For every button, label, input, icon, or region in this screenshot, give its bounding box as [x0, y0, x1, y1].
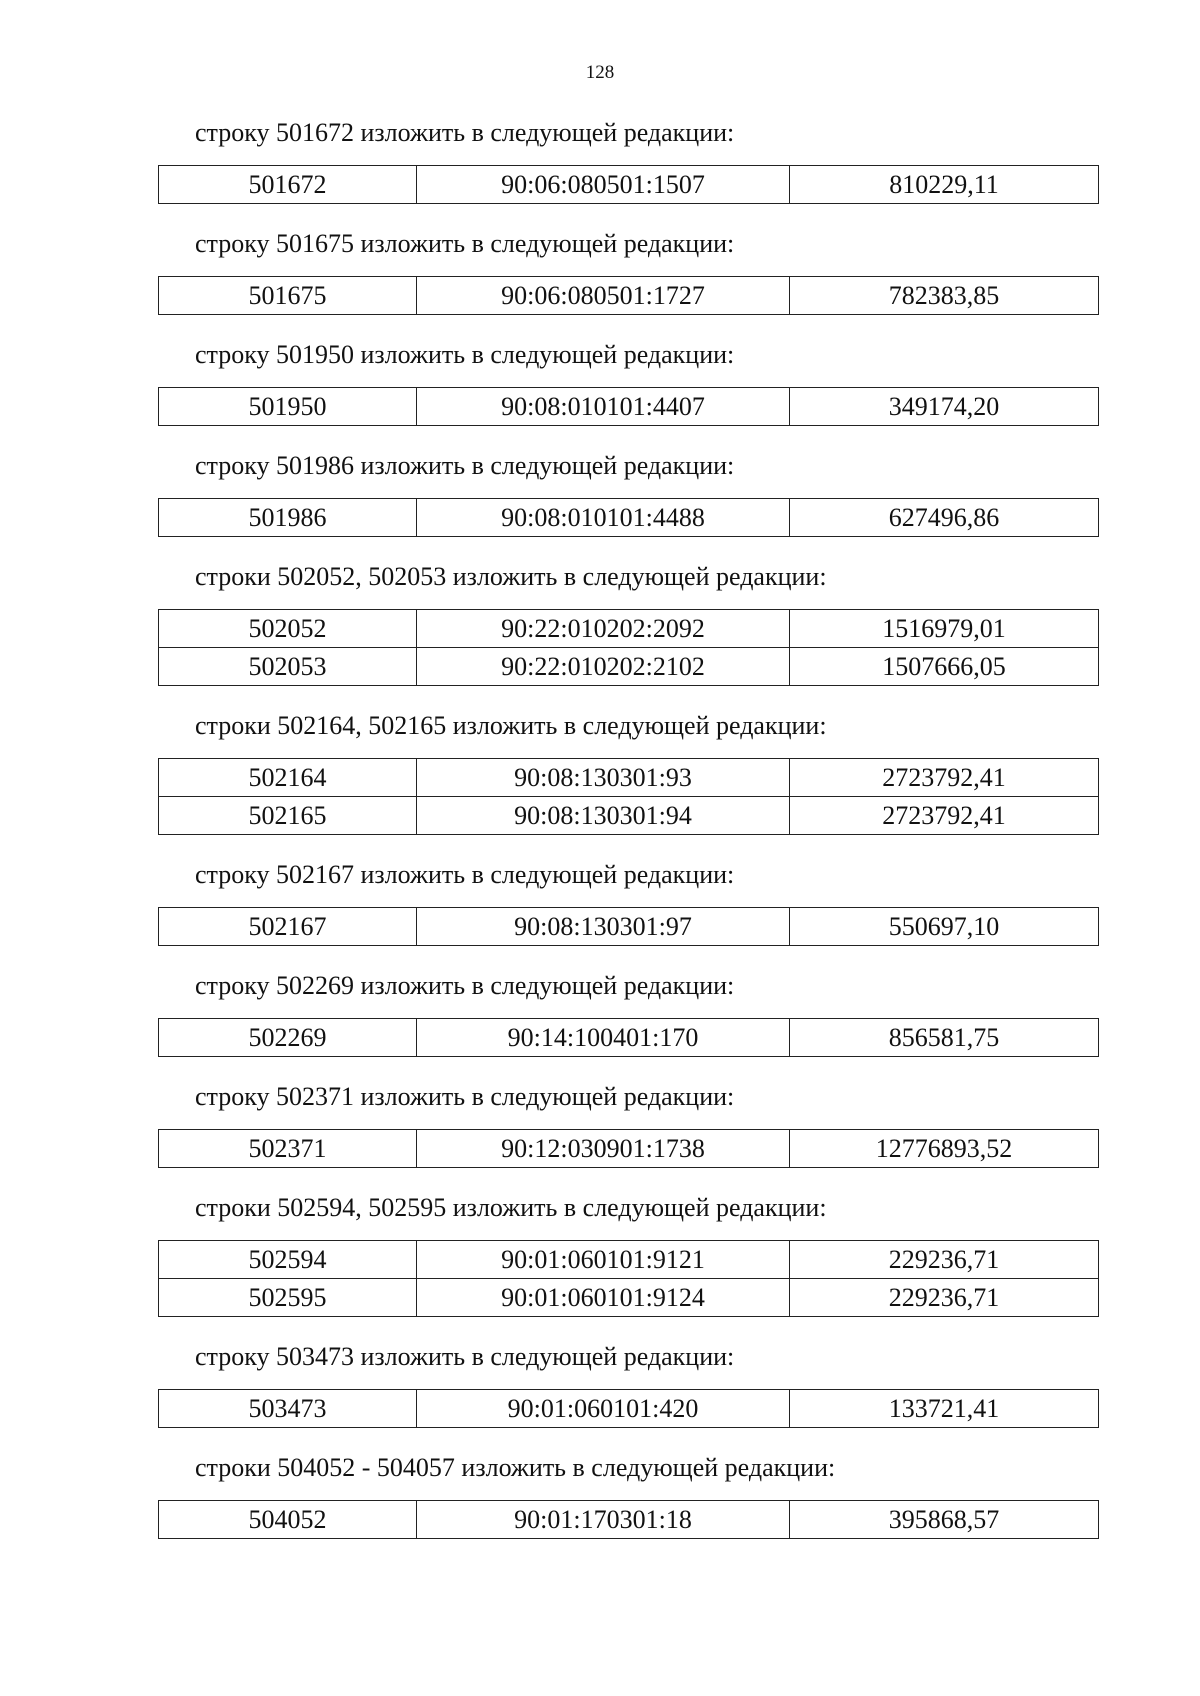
row-number-cell: 501986 — [159, 499, 417, 537]
table-row — [159, 1279, 1099, 1317]
value-cell: 133721,41 — [790, 1390, 1099, 1428]
value-cell: 229236,71 — [790, 1279, 1099, 1317]
table-row — [159, 1390, 1099, 1428]
section-heading: строку 501986 изложить в следующей редакции: — [195, 451, 735, 480]
value-cell: 12776893,52 — [790, 1130, 1099, 1168]
cadastral-number-cell: 90:08:130301:94 — [417, 797, 790, 835]
value-cell: 349174,20 — [790, 388, 1099, 426]
value-cell: 782383,85 — [790, 277, 1099, 315]
page-number: 128 — [585, 62, 615, 83]
row-number-cell: 504052 — [159, 1501, 417, 1539]
cadastral-number-cell: 90:22:010202:2102 — [417, 648, 790, 686]
value-cell: 810229,11 — [790, 166, 1099, 204]
amendment-table — [158, 165, 1099, 204]
row-number-cell: 501672 — [159, 166, 417, 204]
row-number-cell: 502053 — [159, 648, 417, 686]
cadastral-number-cell: 90:14:100401:170 — [417, 1019, 790, 1057]
section-heading: строку 501950 изложить в следующей редакции: — [195, 340, 735, 369]
row-number-cell: 501675 — [159, 277, 417, 315]
section-heading: строки 502052, 502053 изложить в следующей редакции: — [195, 562, 827, 591]
section-heading: строки 502164, 502165 изложить в следующей редакции: — [195, 711, 827, 740]
amendment-table — [158, 1389, 1099, 1428]
section-heading: строку 502371 изложить в следующей редакции: — [195, 1082, 735, 1111]
cadastral-number-cell: 90:22:010202:2092 — [417, 610, 790, 648]
cadastral-number-cell: 90:12:030901:1738 — [417, 1130, 790, 1168]
table-row — [159, 1130, 1099, 1168]
amendment-table — [158, 609, 1099, 686]
document-body — [158, 118, 1098, 1564]
cadastral-number-cell: 90:06:080501:1507 — [417, 166, 790, 204]
amendment-table — [158, 1129, 1099, 1168]
section-heading: строки 502594, 502595 изложить в следующей редакции: — [195, 1193, 827, 1222]
amendment-table — [158, 1500, 1099, 1539]
value-cell: 2723792,41 — [790, 797, 1099, 835]
cadastral-number-cell: 90:08:010101:4488 — [417, 499, 790, 537]
value-cell: 1507666,05 — [790, 648, 1099, 686]
row-number-cell: 502167 — [159, 908, 417, 946]
section-heading: строку 501672 изложить в следующей редакции: — [195, 118, 735, 147]
section-heading: строку 503473 изложить в следующей редакции: — [195, 1342, 735, 1371]
section-heading: строку 501675 изложить в следующей редакции: — [195, 229, 735, 258]
section-heading: строки 504052 - 504057 изложить в следующей редакции: — [195, 1453, 836, 1482]
row-number-cell: 503473 — [159, 1390, 417, 1428]
row-number-cell: 502164 — [159, 759, 417, 797]
cadastral-number-cell: 90:06:080501:1727 — [417, 277, 790, 315]
amendment-table — [158, 758, 1099, 835]
table-row — [159, 1501, 1099, 1539]
table-row — [159, 166, 1099, 204]
section-heading: строку 502167 изложить в следующей редакции: — [195, 860, 735, 889]
value-cell: 2723792,41 — [790, 759, 1099, 797]
amendment-table — [158, 1240, 1099, 1317]
row-number-cell: 502594 — [159, 1241, 417, 1279]
table-row — [159, 759, 1099, 797]
table-row — [159, 908, 1099, 946]
value-cell: 627496,86 — [790, 499, 1099, 537]
amendment-table — [158, 1018, 1099, 1057]
section-heading: строку 502269 изложить в следующей редакции: — [195, 971, 735, 1000]
table-row — [159, 610, 1099, 648]
table-row — [159, 499, 1099, 537]
cadastral-number-cell: 90:08:010101:4407 — [417, 388, 790, 426]
cadastral-number-cell: 90:01:170301:18 — [417, 1501, 790, 1539]
table-row — [159, 277, 1099, 315]
cadastral-number-cell: 90:08:130301:97 — [417, 908, 790, 946]
cadastral-number-cell: 90:01:060101:9124 — [417, 1279, 790, 1317]
cadastral-number-cell: 90:01:060101:420 — [417, 1390, 790, 1428]
amendment-table — [158, 387, 1099, 426]
value-cell: 550697,10 — [790, 908, 1099, 946]
row-number-cell: 502371 — [159, 1130, 417, 1168]
row-number-cell: 502595 — [159, 1279, 417, 1317]
value-cell: 1516979,01 — [790, 610, 1099, 648]
table-row — [159, 648, 1099, 686]
row-number-cell: 502269 — [159, 1019, 417, 1057]
table-row — [159, 1241, 1099, 1279]
value-cell: 395868,57 — [790, 1501, 1099, 1539]
table-row — [159, 388, 1099, 426]
table-row — [159, 797, 1099, 835]
cadastral-number-cell: 90:08:130301:93 — [417, 759, 790, 797]
value-cell: 229236,71 — [790, 1241, 1099, 1279]
value-cell: 856581,75 — [790, 1019, 1099, 1057]
amendment-table — [158, 498, 1099, 537]
amendment-table — [158, 907, 1099, 946]
table-row — [159, 1019, 1099, 1057]
cadastral-number-cell: 90:01:060101:9121 — [417, 1241, 790, 1279]
row-number-cell: 501950 — [159, 388, 417, 426]
row-number-cell: 502165 — [159, 797, 417, 835]
amendment-table — [158, 276, 1099, 315]
row-number-cell: 502052 — [159, 610, 417, 648]
